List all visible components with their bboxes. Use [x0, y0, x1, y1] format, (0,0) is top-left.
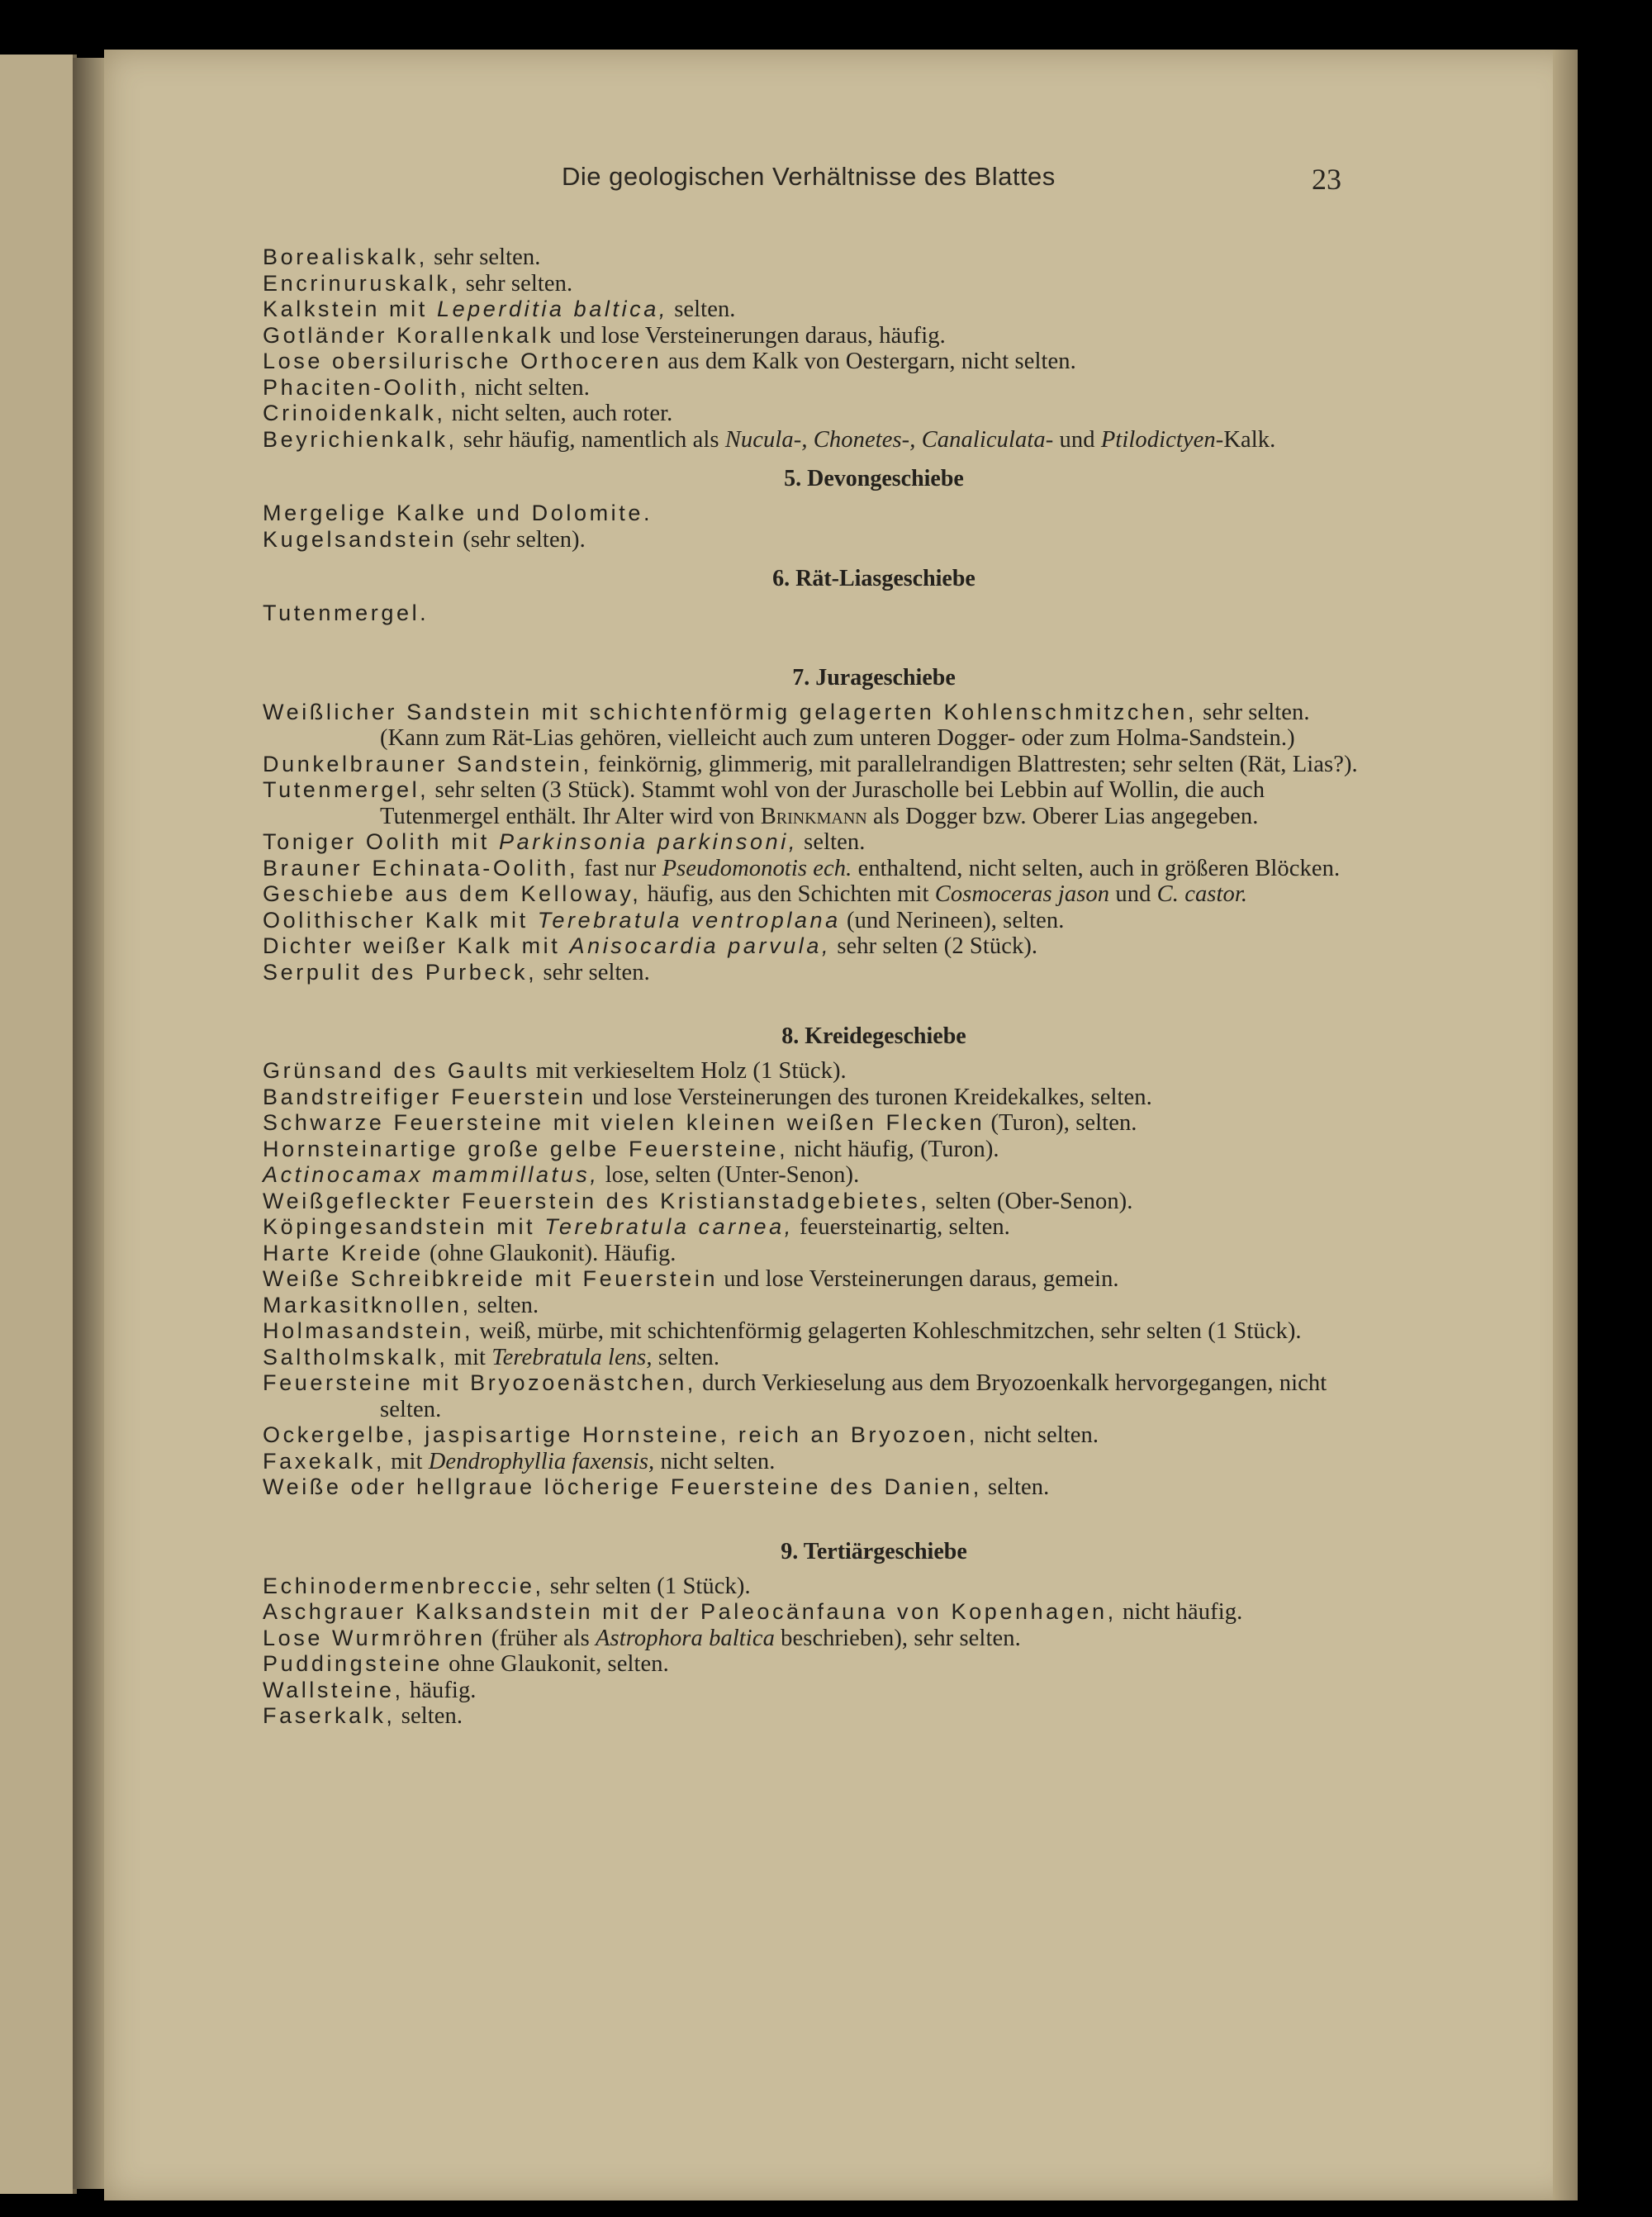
list-item: [263, 1189, 1361, 1215]
list-item: [263, 960, 1361, 986]
text-run: weiß, mürbe, mit schichtenförmig gelagerten Kohleschmitzchen, sehr selten (1 Stück).: [473, 1318, 1302, 1344]
text-run: und lose Versteinerungen des turonen Kreidekalkes, selten.: [586, 1084, 1152, 1110]
list-item: [263, 401, 1361, 427]
list-item: [263, 527, 1361, 553]
list-item: [263, 1678, 1361, 1704]
text-run: Köpingesandstein mit: [263, 1214, 545, 1239]
list-item: [263, 700, 1361, 752]
text-run: Terebratula lens,: [491, 1344, 653, 1370]
text-run: Encrinuruskalk,: [263, 270, 460, 296]
list-item: [263, 1574, 1361, 1600]
list-item: [263, 1651, 1361, 1678]
text-run: Serpulit des Purbeck,: [263, 959, 538, 985]
section-heading: 8. Kreidegeschiebe: [781, 1023, 966, 1049]
list-item: [263, 601, 1361, 627]
list-item: [263, 1449, 1361, 1475]
text-run: Tutenmergel,: [263, 777, 430, 802]
text-run: feinkörnig, glimmerig, mit parallelrandigen Blattresten; sehr selten (Rät, Lias?).: [591, 751, 1358, 777]
text-run: Mergelige Kalke und Dolomite.: [263, 501, 653, 525]
text-run: nicht selten.: [977, 1422, 1099, 1448]
text-run: Kugelsandstein: [263, 526, 458, 552]
text-run: sehr selten (1 Stück).: [544, 1573, 751, 1599]
text-run: sehr selten (2 Stück).: [831, 933, 1038, 959]
text-run: (Turon), selten.: [985, 1110, 1137, 1136]
text-run: (ohne Glaukonit). Häufig.: [423, 1240, 676, 1266]
text-run: Hornsteinartige große gelbe Feuersteine,: [263, 1136, 789, 1161]
text-run: selten.: [471, 1292, 539, 1318]
text-run: nicht selten.: [654, 1448, 776, 1474]
list-item: [263, 829, 1361, 856]
text-run: Faserkalk,: [263, 1703, 396, 1728]
text-run: Dendrophyllia faxensis,: [428, 1448, 655, 1474]
list-item: [263, 933, 1361, 960]
text-run: Oolithischer Kalk mit: [263, 907, 538, 933]
text-run: fast nur: [578, 855, 662, 881]
list-item: [263, 1241, 1361, 1267]
text-run: Leperditia baltica,: [436, 297, 668, 321]
text-run: Terebratula carnea,: [544, 1214, 794, 1239]
text-run: feuersteinartig, selten.: [793, 1214, 1010, 1240]
text-run: Toniger Oolith mit: [263, 829, 499, 854]
list-item: [263, 777, 1361, 829]
list-item: [263, 1137, 1361, 1163]
book-gutter: [73, 58, 106, 2189]
text-run: mit: [448, 1344, 492, 1370]
text-run: Lose Wurmröhren: [263, 1625, 486, 1650]
text-run: beschrieben), sehr selten.: [774, 1625, 1021, 1651]
list-item: [263, 752, 1361, 778]
text-run: Terebratula ventroplana: [537, 907, 841, 933]
text-run: ohne Glaukonit, selten.: [442, 1651, 669, 1677]
text-run: mit: [384, 1448, 429, 1474]
list-item: [263, 297, 1361, 323]
list-item: [263, 349, 1361, 375]
list-item: [263, 427, 1361, 453]
text-run: Cosmoceras jason: [934, 881, 1110, 907]
text-run: Phaciten-Oolith,: [263, 374, 469, 400]
text-run: Ptilodictyen-: [1100, 426, 1224, 453]
text-run: lose, selten (Unter-Senon).: [599, 1162, 860, 1188]
page-number: 23: [1312, 163, 1341, 196]
list-item: [263, 375, 1361, 401]
text-run: selten (Ober-Senon).: [929, 1188, 1133, 1214]
text-run: sehr selten.: [459, 270, 573, 297]
page-right-edge: [1553, 50, 1578, 2200]
list-item: [263, 1318, 1361, 1345]
text-run: Faxekalk,: [263, 1448, 385, 1474]
list-item: [263, 881, 1361, 908]
text-run: Dunkelbrauner Sandstein,: [263, 751, 592, 776]
text-run: Anisocardia parvula,: [569, 933, 832, 958]
text-run: Brauner Echinata-Oolith,: [263, 855, 579, 881]
text-run: und lose Versteinerungen daraus, häufig.: [553, 322, 946, 349]
list-item: [263, 323, 1361, 349]
text-run: sehr selten.: [427, 244, 541, 270]
text-run: Harte Kreide: [263, 1240, 424, 1265]
text-run: Wallsteine,: [263, 1677, 404, 1702]
text-run: Nucula-, Chonetes-, Canaliculata-: [724, 426, 1054, 453]
text-run: Markasitknollen,: [263, 1292, 472, 1317]
text-run: Ockergelbe, jaspisartige Hornsteine, reich an Bryozoen,: [263, 1422, 978, 1447]
text-run: selten.: [395, 1703, 463, 1729]
list-item: [263, 1370, 1361, 1422]
text-run: enthaltend, nicht selten, auch in größeren Blöcken.: [852, 855, 1341, 881]
text-run: nicht selten.: [468, 374, 590, 401]
list-item: [263, 244, 1361, 271]
text-run: nicht häufig, (Turon).: [788, 1136, 999, 1162]
section-heading: 5. Devongeschiebe: [784, 466, 964, 491]
text-run: Schwarze Feuersteine mit vielen kleinen weißen Flecken: [263, 1110, 985, 1135]
text-run: selten.: [652, 1344, 720, 1370]
list-item: [263, 908, 1361, 934]
text-run: nicht selten, auch roter.: [445, 401, 673, 426]
text-run: sehr selten.: [537, 959, 650, 985]
text-run: als Dogger bzw. Oberer Lias angegeben.: [866, 803, 1259, 829]
list-item: [263, 1085, 1361, 1111]
text-run: häufig.: [403, 1677, 477, 1703]
facing-page-edge: [0, 55, 77, 2194]
text-run: (sehr selten).: [457, 526, 586, 553]
list-item: [263, 501, 1361, 527]
list-item: [263, 1214, 1361, 1241]
list-item: [263, 1293, 1361, 1319]
text-run: durch Verkieselung aus dem Bryozoenkalk hervorgegangen, nicht selten.: [380, 1370, 1327, 1422]
text-run: Weißgefleckter Feuerstein des Kristianstadgebietes,: [263, 1188, 930, 1213]
text-run: Aschgrauer Kalksandstein mit der Paleocänfauna von Kopenhagen,: [263, 1599, 1117, 1624]
text-run: Grünsand des Gaults: [263, 1058, 530, 1083]
text-run: (früher als: [485, 1625, 596, 1651]
text-run: nicht häufig.: [1116, 1599, 1243, 1625]
text-run: Holmasandstein,: [263, 1318, 474, 1343]
text-run: Feuersteine mit Bryozoenästchen,: [263, 1370, 696, 1395]
text-run: und: [1109, 881, 1157, 907]
text-run: Parkinsonia parkinsoni,: [498, 829, 798, 854]
list-item: [263, 1626, 1361, 1652]
text-run: Lose obersilurische Orthoceren: [263, 349, 662, 373]
text-run: selten.: [981, 1474, 1050, 1500]
list-item: [263, 1422, 1361, 1449]
text-run: C. castor.: [1156, 881, 1248, 907]
running-header-title: Die geologischen Verhältnisse des Blattes: [562, 162, 1056, 191]
text-run: Kalk.: [1223, 426, 1276, 453]
text-run: selten.: [668, 297, 736, 322]
text-run: Borealiskalk,: [263, 244, 428, 269]
text-run: mit verkieseltem Holz (1 Stück).: [529, 1058, 847, 1084]
text-run: aus dem Kalk von Oestergarn, nicht selten.: [662, 349, 1076, 374]
list-item: [263, 856, 1361, 882]
text-run: sehr selten (3 Stück). Stammt wohl von der Jurascholle bei Lebbin auf Wollin, die auch Tutenmergel enthält. Ihr Alter wird von: [380, 777, 1265, 829]
text-run: Crinoidenkalk,: [263, 401, 446, 425]
text-run: und: [1053, 426, 1101, 453]
text-run: sehr häufig, namentlich als: [457, 426, 725, 453]
list-item: [263, 1703, 1361, 1730]
text-run: Beyrichienkalk,: [263, 426, 458, 452]
section-heading: 6. Rät-Liasgeschiebe: [772, 566, 976, 591]
list-item: [263, 1599, 1361, 1626]
text-run: Puddingsteine: [263, 1651, 443, 1676]
list-item: [263, 1058, 1361, 1085]
text-run: Geschiebe aus dem Kelloway,: [263, 881, 642, 906]
section-heading: 9. Tertiärgeschiebe: [781, 1538, 967, 1564]
page-body: [263, 244, 1361, 1730]
text-run: Actinocamax mammillatus,: [263, 1162, 600, 1187]
list-item: [263, 1266, 1361, 1293]
text-run: Weiße oder hellgraue löcherige Feuersteine des Danien,: [263, 1474, 982, 1499]
section-heading: 7. Jurageschiebe: [792, 664, 956, 691]
text-run: Dichter weißer Kalk mit: [263, 933, 570, 958]
list-item: [263, 1110, 1361, 1137]
text-run: Echinodermenbreccie,: [263, 1573, 544, 1598]
text-run: Brinkmann: [760, 803, 867, 829]
text-run: häufig, aus den Schichten mit: [641, 881, 935, 907]
text-run: Bandstreifiger Feuerstein: [263, 1084, 586, 1109]
text-run: (und Nerineen), selten.: [840, 907, 1065, 933]
text-run: Weiße Schreibkreide mit Feuerstein: [263, 1266, 719, 1291]
list-item: [263, 1474, 1361, 1501]
text-run: Tutenmergel.: [263, 601, 430, 625]
text-run: selten.: [797, 829, 866, 855]
text-run: Saltholmskalk,: [263, 1344, 449, 1370]
text-run: Weißlicher Sandstein mit schichtenförmig gelagerten Kohlenschmitzchen,: [263, 699, 1197, 724]
text-run: Astrophora baltica: [596, 1625, 775, 1651]
text-run: Kalkstein mit: [263, 297, 437, 321]
text-run: und lose Versteinerungen daraus, gemein.: [718, 1266, 1119, 1292]
text-run: Gotländer Korallenkalk: [263, 322, 554, 348]
text-run: Pseudomonotis ech.: [662, 855, 852, 881]
list-item: [263, 1345, 1361, 1371]
list-item: [263, 1162, 1361, 1189]
list-item: [263, 271, 1361, 297]
text-run: sehr selten. (Kann zum Rät-Lias gehören, vielleicht auch zum unteren Dogger- oder zum Holma-Sandstein.): [380, 699, 1310, 751]
